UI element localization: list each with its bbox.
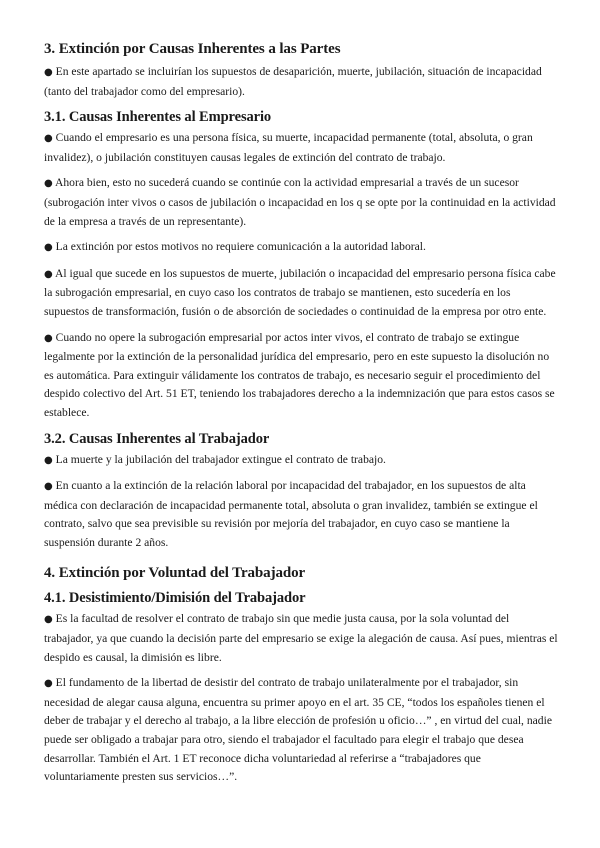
bullet-icon: ● [44,454,53,466]
section-4-title: 4. Extinción por Voluntad del Trabajador [44,565,306,582]
paragraph: ● La muerte y la jubilación del trabajador extingue el contrato de trabajo. [44,452,386,466]
section-3-title: 3. Extinción por Causas Inherentes a las Partes [44,41,341,57]
section-3-1-title: 3.1. Causas Inherentes al Empresario [44,109,272,126]
paragraph: ● En cuanto a la extinción de la relación laboral por incapacidad del trabajador, en los supuestos de alta médica con declaración de incapacidad permanente total, absoluta o gran invalidez, también se extingue el contrato, salvo que sea previsible su revisión por mejoría del trabajador, en cuyo caso se mantiene la suspensión durante 2 años. [44,479,538,549]
paragraph: ● En este apartado se incluirían los supuestos de desaparición, muerte, jubilación, situación de incapacidad (tanto del trabajador como del empresario). [44,65,542,98]
bullet-icon: ● [44,332,53,344]
paragraph: ● Cuando el empresario es una persona física, su muerte, incapacidad permanente (total, absoluta, o gran invalidez), o jubilación constituyen causas legales de extinción del contrato de trabajo. [44,131,533,164]
paragraph: ● Ahora bien, esto no sucederá cuando se continúe con la actividad empresarial a través de un sucesor (subrogación inter vivos o casos de jubilación o incapacidad en los q se opte por la continuidad en la actividad de la empresa a través de un representante). [44,176,556,228]
bullet-icon: ● [44,178,53,190]
section-4-1-title: 4.1. Desistimiento/Dimisión del Trabajador [44,590,306,607]
bullet-icon: ● [44,481,53,493]
paragraph: ● La extinción por estos motivos no requiere comunicación a la autoridad laboral. [44,240,426,254]
paragraph: ● Al igual que sucede en los supuestos de muerte, jubilación o incapacidad del empresario persona física cabe la subrogación empresarial, en cuyo caso los contratos de trabajo se mantienen, esto sucedería en los supuestos de transformación, fusión o de absorción de sociedades o continuidad de la empresa por otro ente. [44,266,556,318]
bullet-icon: ● [44,133,53,145]
bullet-icon: ● [44,614,53,626]
bullet-icon: ● [44,242,53,254]
paragraph: ● Cuando no opere la subrogación empresarial por actos inter vivos, el contrato de trabajo se extingue legalmente por la extinción de la personalidad jurídica del empresario, pero en este supuesto la disolución no es automática. Para extinguir válidamente los contratos de trabajo, es necesario seguir el procedimiento del despido colectivo del Art. 51 ET, teniendo los trabajadores derecho a la indemnización que para estos casos se establece. [44,330,555,419]
bullet-icon: ● [44,268,53,280]
bullet-icon: ● [44,67,53,78]
bullet-icon: ● [44,678,53,690]
paragraph: ● Es la facultad de resolver el contrato de trabajo sin que medie justa causa, por la sola voluntad del trabajador, ya que cuando la decisión parte del empresario se exige la alegación de causa. Así pues, mientras el despido es causal, la dimisión es libre. [44,612,558,664]
paragraph: ● El fundamento de la libertad de desistir del contrato de trabajo unilateralmente por el trabajador, sin necesidad de alegar causa alguna, encuentra su primer apoyo en el art. 35 CE, “todos los españoles tienen el deber de trabajar y el derecho al trabajo, a la libre elección de profesión u oficio…” , en virtud del cual, nadie puede ser obligado a trabajar para otro, siendo el trabajador el facultado para elegir el trabajo que desea desarrollar. También el Art. 1 ET reconoce dicha voluntariedad al referirse a “trabajadores que voluntariamente presten sus servicios…”. [44,676,552,784]
section-3-2-title: 3.2. Causas Inherentes al Trabajador [44,430,270,447]
